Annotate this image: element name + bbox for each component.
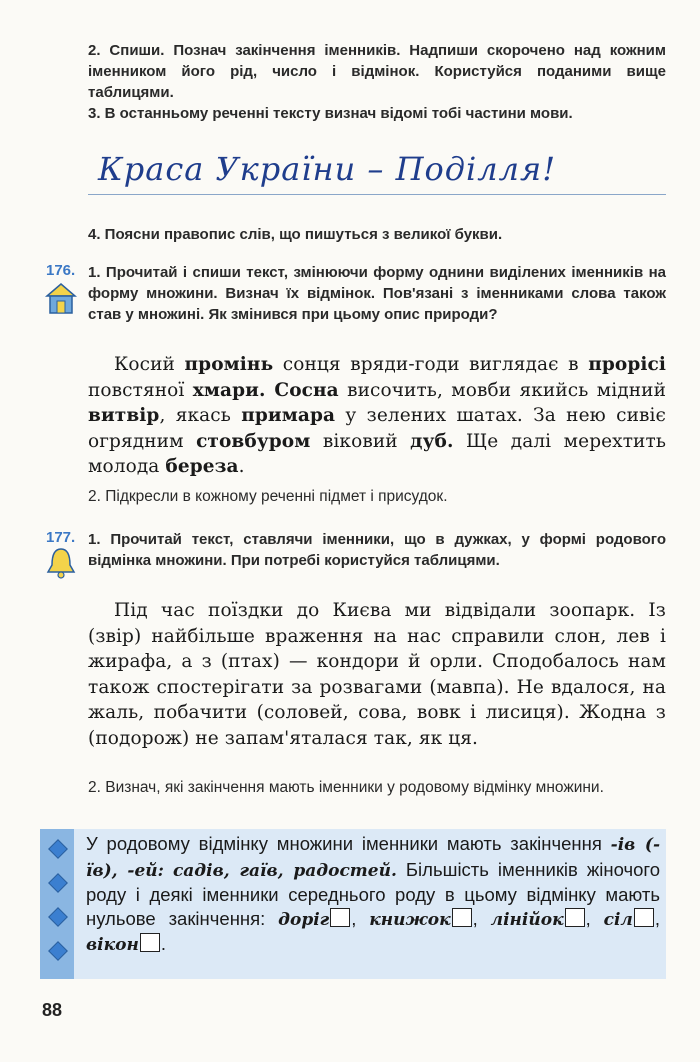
rule-word: лінійок: [490, 909, 564, 930]
handwritten-line: Краса України – Поділля!: [98, 150, 557, 188]
page-number: 88: [42, 1000, 63, 1020]
blank-box: [330, 908, 350, 927]
highlighted-noun: дуб.: [410, 430, 454, 452]
passage-text: Косий: [114, 354, 185, 375]
bell-icon: [44, 545, 78, 581]
exercise-177-task-2: 2. Визнач, які закінчення мають іменники у родовому відмінку множини.: [88, 779, 604, 796]
passage-text: у зелених шатах. За нею сивіє огрядним: [88, 405, 666, 452]
passage-text: сонця вряди-годи виглядає в: [273, 354, 589, 375]
rule-word: сіл: [603, 909, 633, 930]
passage-text: віковий: [310, 430, 411, 452]
blank-box: [452, 908, 472, 927]
house-icon: [44, 280, 78, 316]
rule-endings: -ів (-їв), -ей:: [86, 835, 660, 881]
exercise-177-instruction: [88, 529, 666, 571]
exercise-176-instruction: 1. Прочитай і спиши текст, змінюючи форму однини виділених іменників на форму множини. Визнач їх відмінок. Пов'язані з іменниками слова також став у множині. Як змінився при цьому опис природи?: [88, 264, 666, 323]
task-2-top: 2. Спиши. Познач закінчення іменників. Надпиши скорочено над кожним іменником його рід, число і відмінок. Користуйся поданими вище таблицями.: [88, 42, 666, 101]
writing-rule-line: [88, 194, 666, 195]
passage-text: , якась: [159, 405, 242, 426]
rule-word: книжок: [369, 909, 451, 930]
rule-examples: садів, гаїв, радостей.: [172, 860, 397, 881]
rule-word: доріг: [278, 909, 330, 930]
rule-text-2: Більшість іменників жіночого роду і деякі іменники середнього роду в цьому відмінку мають нульове закінчення:: [86, 858, 661, 929]
passage-text: .: [238, 456, 245, 477]
grammar-rule: У родовому відмінку множини іменники мають закінчення -ів (-їв), -ей: садів, гаїв, радостей. Більшість іменників жіночого роду і деякі іменники середнього роду в цьому відмінку мають нульове закінчення: доріг , книжок , лінійок , сіл , вікон .: [86, 833, 661, 955]
passage-text: Ще далі мерехтить молода: [88, 430, 666, 477]
exercise-177-text: [88, 598, 666, 751]
blank-box: [565, 908, 585, 927]
highlighted-noun: хмари. Сосна: [192, 379, 339, 401]
blank-box: [140, 933, 160, 952]
highlighted-noun: стовбуром: [196, 430, 311, 452]
blank-box: [634, 908, 654, 927]
task-4-top: 4. Поясни правопис слів, що пишуться з великої букви.: [88, 226, 503, 243]
task-3-top: 3. В останньому реченні тексту визнач відомі тобі частини мови.: [88, 105, 573, 122]
rule-text-1: У родовому відмінку множини іменники мають закінчення: [86, 833, 611, 854]
highlighted-noun: береза: [165, 456, 239, 477]
highlighted-noun: промінь: [184, 354, 274, 375]
rule-word: вікон: [86, 935, 139, 955]
exercise-number-176: 176.: [46, 262, 76, 279]
exercise-number-177: 177.: [46, 529, 76, 546]
exercise-177-passage: Під час поїздки до Києва ми відвідали зоопарк. Із (звір) найбільше враження на нас справили слон, лев і жирафа, а з (птах) — кондори й орли. Сподобалось нам також спостерігати за розвагами (мавпа). Не вдалося, на жаль, побачити (соловей, сова, вовк і лисиця). Жодна з (подорож) не запам'яталася так, як ця.: [88, 600, 666, 749]
exercise-176-text: [88, 352, 666, 480]
exercise-176-task-2: 2. Підкресли в кожному реченні підмет і присудок.: [88, 488, 448, 505]
passage-text: повстяної: [88, 379, 193, 401]
exercise-177-instruction-text: 1. Прочитай текст, ставлячи іменники, що в дужках, у формі родового відмінка множини. При потребі користуйся таблицями.: [88, 531, 666, 569]
highlighted-noun: витвір: [88, 405, 160, 426]
highlighted-noun: примара: [241, 405, 336, 426]
highlighted-noun: прорісі: [588, 354, 666, 375]
passage-text: височить, мовби якийсь мідний: [338, 379, 666, 401]
